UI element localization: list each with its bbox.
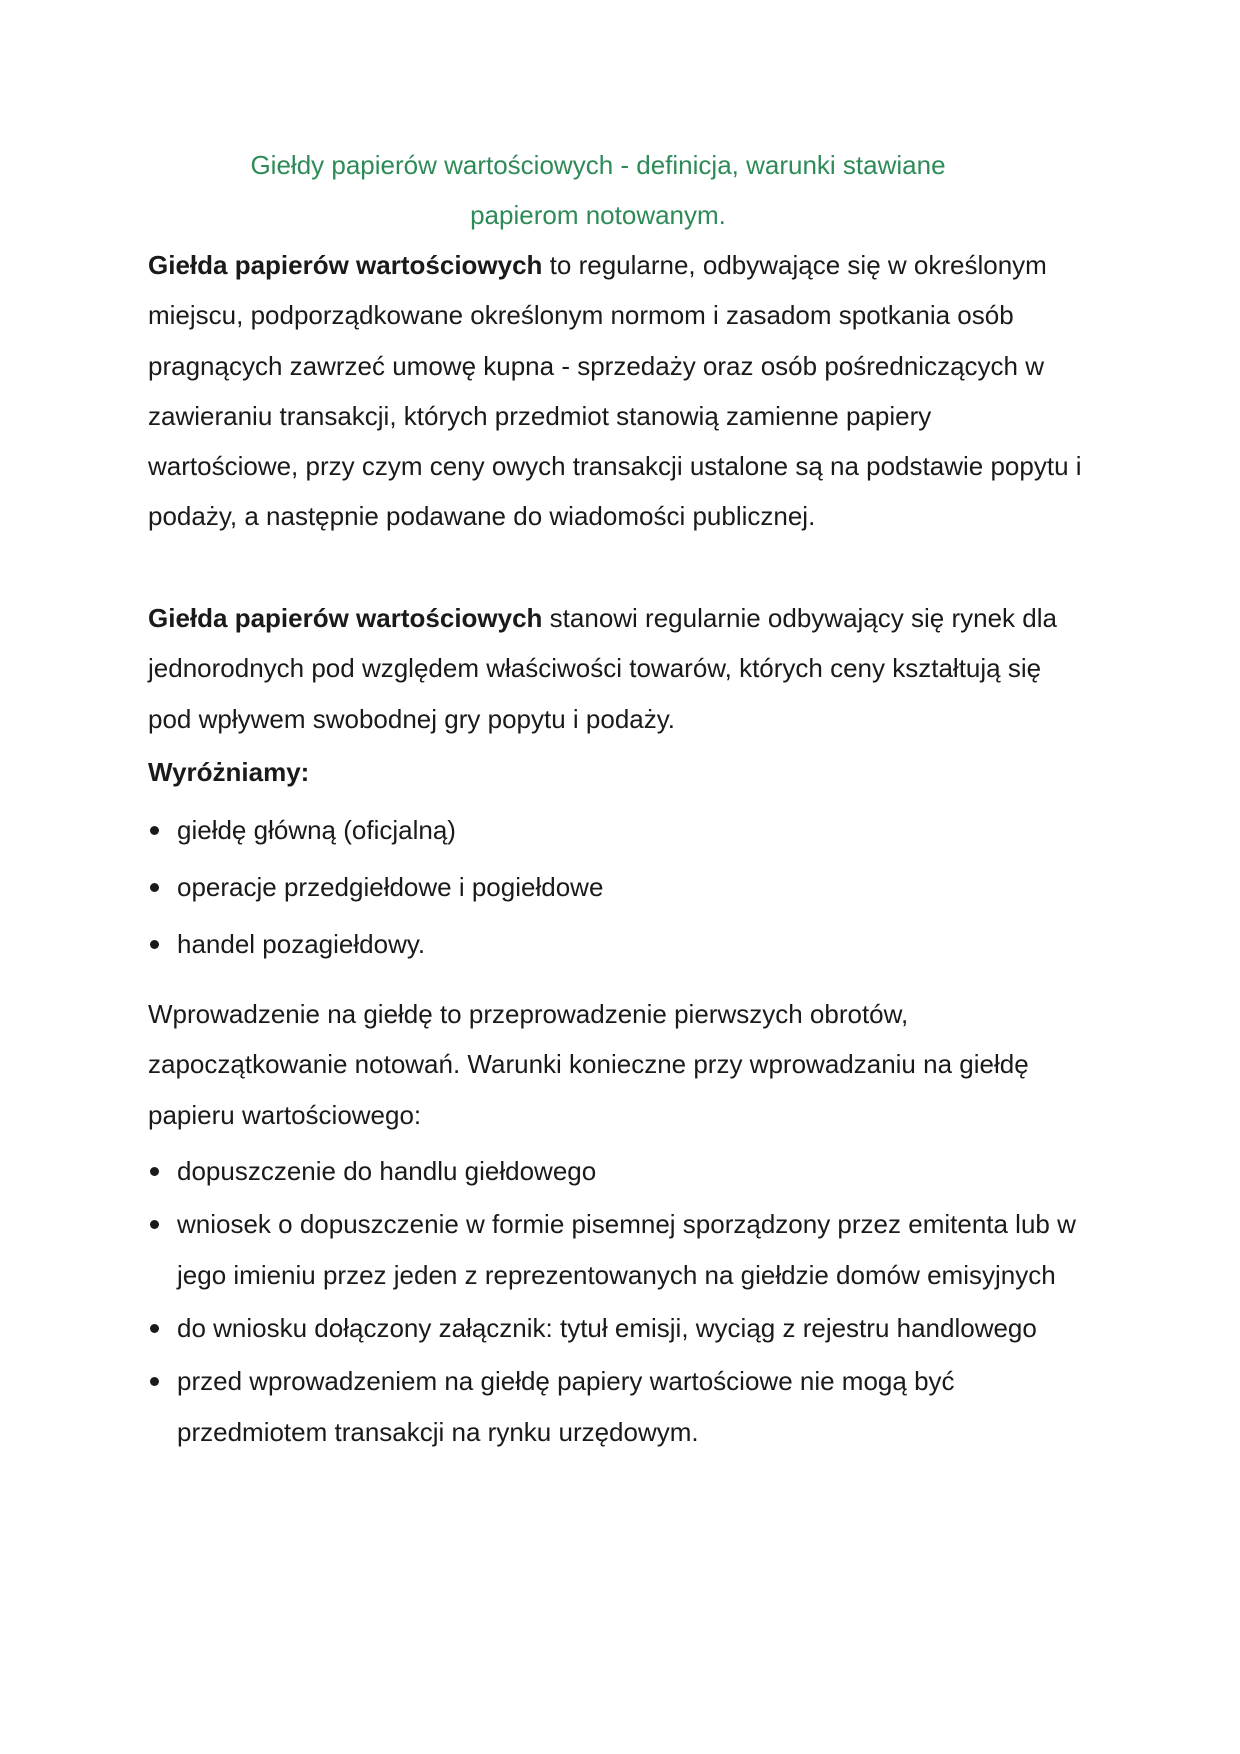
paragraph-definition-1 — [148, 240, 1088, 542]
list-item — [148, 1303, 1088, 1354]
list-item — [148, 1356, 1088, 1458]
bullet-icon — [150, 826, 159, 835]
list-item-text: operacje przedgiełdowe i pogiełdowe — [177, 872, 604, 902]
paragraph-text: stanowi regularnie odbywający się rynek dla jednorodnych pod względem właściwości towarów, których ceny kształtują się pod wpływem swobodnej gry popytu i podaży. — [148, 603, 1057, 734]
paragraph-definition-2 — [148, 593, 1088, 744]
bullet-icon — [150, 1167, 159, 1176]
section-heading: Wyróżniamy: — [148, 757, 310, 787]
list-item — [148, 811, 1088, 849]
title-line-1: Giełdy papierów wartościowych - definicja, warunki stawiane — [250, 150, 946, 180]
list-item-text: do wniosku dołączony załącznik: tytuł emisji, wyciąg z rejestru handlowego — [177, 1313, 1037, 1343]
term-bold: Giełda papierów wartościowych — [148, 250, 543, 280]
paragraph-introduction: Wprowadzenie na giełdę to przeprowadzenie pierwszych obrotów, zapoczątkowanie notowań. Warunki konieczne przy wprowadzaniu na giełdę papieru wartościowego: — [148, 999, 1029, 1130]
bullet-icon — [150, 1220, 159, 1229]
bullet-icon — [150, 1324, 159, 1333]
term-bold: Giełda papierów wartościowych — [148, 603, 543, 633]
bullet-icon — [150, 940, 159, 949]
list-item — [148, 1146, 1088, 1197]
paragraph-text: to regularne, odbywające się w określonym miejscu, podporządkowane określonym normom i zasadom spotkania osób pragnących zawrzeć umowę kupna - sprzedaży oraz osób pośredniczących w zawieraniu transakcji, których przedmiot stanowią zamienne papiery wartościowe, przy czym ceny owych transakcji ustalone są na podstawie popytu i podaży, a następnie podawane do wiadomości publicznej. — [148, 250, 1082, 532]
list-item-text: wniosek o dopuszczenie w formie pisemnej sporządzony przez emitenta lub w jego imieniu przez jeden z reprezentowanych na giełdzie domów emisyjnych — [177, 1209, 1076, 1290]
title-line-2: papierom notowanym. — [470, 200, 726, 230]
bullet-icon — [150, 1377, 159, 1386]
list-item — [148, 925, 1088, 963]
document-title — [148, 140, 1048, 240]
conditions-list — [148, 1146, 1088, 1460]
bullet-icon — [150, 883, 159, 892]
list-item-text: giełdę główną (oficjalną) — [177, 815, 456, 845]
types-list — [148, 811, 1088, 982]
list-item-text: dopuszczenie do handlu giełdowego — [177, 1156, 597, 1186]
list-item-text: przed wprowadzeniem na giełdę papiery wartościowe nie mogą być przedmiotem transakcji na rynku urzędowym. — [177, 1366, 955, 1447]
list-item — [148, 1199, 1088, 1301]
list-item — [148, 868, 1088, 906]
list-item-text: handel pozagiełdowy. — [177, 929, 426, 959]
